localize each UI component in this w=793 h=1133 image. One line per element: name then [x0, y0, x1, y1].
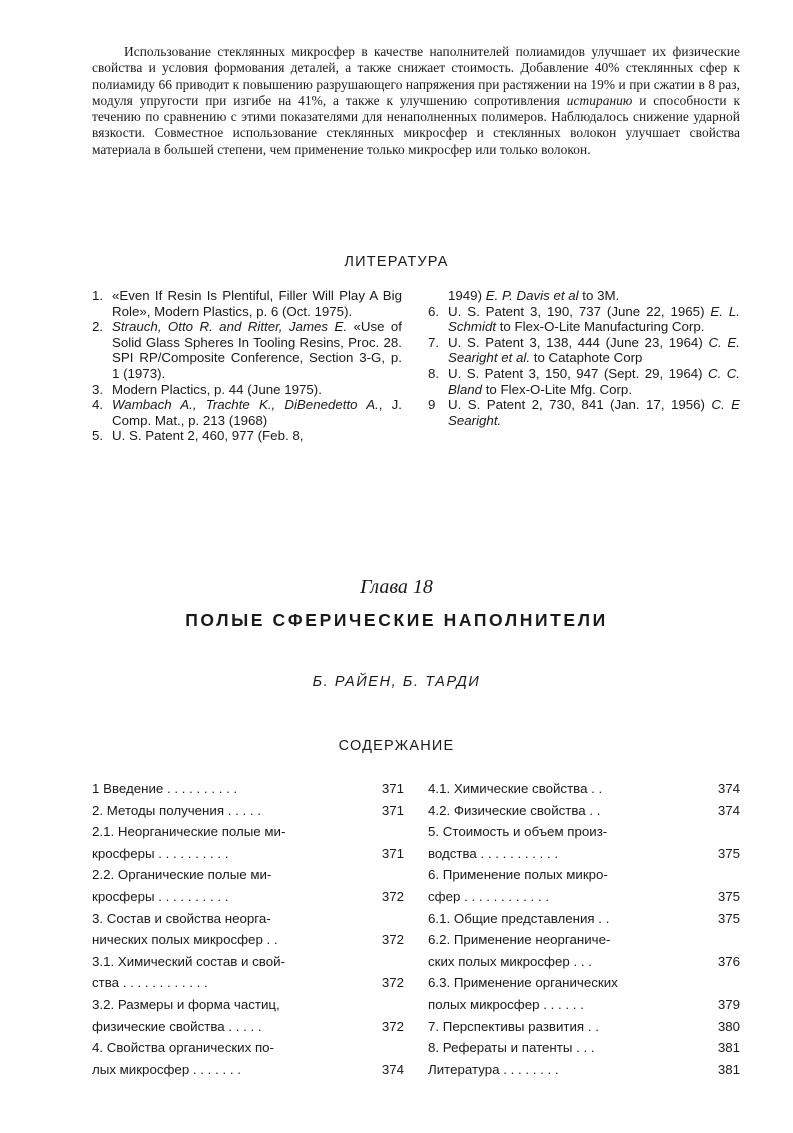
reference-item: 7. U. S. Patent 3, 138, 444 (June 23, 1964) C. E. Searight et al. to Cataphote Corp	[428, 334, 740, 366]
toc-entry[interactable]: 7. Перспективы развития . . 380	[428, 1018, 740, 1034]
toc-entry[interactable]: 2. Методы получения . . . . . 371	[92, 802, 404, 818]
reference-item: 5. U. S. Patent 2, 460, 977 (Feb. 8,	[92, 428, 304, 444]
toc-entry[interactable]: 8. Рефераты и патенты . . . 381	[428, 1040, 740, 1056]
toc-entry[interactable]: 2.2. Органические полые ми-	[92, 867, 272, 883]
toc-entry[interactable]: Литература . . . . . . . . 381	[428, 1061, 740, 1077]
reference-item: 9 U. S. Patent 2, 730, 841 (Jan. 17, 1956) C. E Searight.	[428, 397, 740, 428]
toc-entry[interactable]: кросферы . . . . . . . . . . 371	[92, 845, 404, 861]
reference-item: 6. U. S. Patent 3, 190, 737 (June 22, 1965) E. L. Schmidt to Flex-O-Lite Manufacturing Corp.	[428, 303, 740, 335]
authors: Б. РАЙЕН, Б. ТАРДИ	[312, 674, 481, 690]
toc-entry[interactable]: 6.1. Общие представления . . 375	[428, 910, 740, 926]
reference-item: 3. Modern Plactics, p. 44 (June 1975).	[92, 381, 322, 397]
references-right	[428, 288, 740, 428]
toc-entry[interactable]: 6.2. Применение неорганиче-	[428, 932, 611, 948]
reference-item: 1949) E. P. Davis et al to 3M.	[448, 288, 620, 303]
reference-item: 8. U. S. Patent 3, 150, 947 (Sept. 29, 1964) C. C. Bland to Flex-O-Lite Mfg. Corp.	[428, 365, 740, 397]
reference-item: 1. «Even If Resin Is Plentiful, Filler Will Play A Big Role», Modern Plastics, p. 6 (Oct. 1975).	[92, 288, 402, 319]
toc-entry[interactable]: 1 Введение . . . . . . . . . . 371	[92, 781, 404, 796]
toc-entry[interactable]: 2.1. Неорганические полые ми-	[92, 824, 286, 840]
contents-heading: СОДЕРЖАНИЕ	[338, 738, 455, 754]
toc-entry[interactable]: водства . . . . . . . . . . . 375	[428, 845, 740, 861]
reference-item: 4. Wambach A., Trachte K., DiBenedetto A., J. Comp. Mat., p. 213 (1968)	[92, 397, 402, 428]
toc-entry[interactable]: ских полых микросфер . . . 376	[428, 953, 740, 969]
toc-entry[interactable]: нических полых микросфер . . 372	[92, 932, 404, 948]
chapter-label: Глава 18	[360, 576, 433, 598]
toc-entry[interactable]: 3.2. Размеры и форма частиц,	[92, 996, 280, 1012]
intro-text-2: и способности к течению по сравнению с этими показателями для ненаполненных полимеров. Наблюдалось снижение ударной вязкости. Совместное использование стеклянных микросфер и стеклянных волокон улучшает свойства материала в большей степени, чем применение только микросфер или только волокон.	[92, 92, 741, 157]
toc-entry[interactable]: 3.1. Химический состав и свой-	[92, 953, 285, 969]
toc-entry[interactable]: физические свойства . . . . . 372	[92, 1018, 404, 1034]
toc-entry[interactable]: 3. Состав и свойства неорга-	[92, 910, 271, 926]
reference-item: 2. Strauch, Otto R. and Ritter, James E. «Use of Solid Glass Spheres In Tooling Resins, Proc. 28. SPI RP/Composite Conference, Section 3-G, p. 1 (1973).	[92, 319, 402, 381]
toc-entry[interactable]: полых микросфер . . . . . . 379	[428, 996, 740, 1012]
toc-left	[92, 778, 404, 1080]
literature-heading: ЛИТЕРАТУРА	[344, 254, 449, 270]
intro-text-italic: истиранию	[566, 92, 633, 108]
toc-entry[interactable]: 4.1. Химические свойства . . 374	[428, 781, 740, 796]
intro-paragraph	[92, 44, 740, 158]
toc-right	[428, 778, 740, 1080]
toc-entry[interactable]: ства . . . . . . . . . . . . 372	[92, 975, 404, 991]
intro-text-1: Использование стеклянных микросфер в качестве наполнителей полиамидов улучшает их физические свойства и условия формования деталей, а также снижает стоимость. Добавление 40% стеклянных сфер к полиамиду 66 приводит к повышению разрушающего напряжения при растяжении на 19% и при сжатии в 8 раз, модуля упругости при изгибе на 41%, а также к улучшению сопротивления	[92, 44, 740, 108]
toc-entry[interactable]: кросферы . . . . . . . . . . 372	[92, 888, 404, 904]
toc-entry[interactable]: 5. Стоимость и объем произ-	[428, 824, 608, 840]
toc-entry[interactable]: 6. Применение полых микро-	[428, 867, 608, 883]
toc-entry[interactable]: сфер . . . . . . . . . . . . 375	[428, 888, 740, 904]
chapter-title: ПОЛЫЕ СФЕРИЧЕСКИЕ НАПОЛНИТЕЛИ	[185, 610, 608, 630]
references-left	[92, 288, 402, 444]
toc-entry[interactable]: 4.2. Физические свойства . . 374	[428, 802, 740, 818]
toc-entry[interactable]: лых микросфер . . . . . . . 374	[92, 1061, 404, 1077]
toc-entry[interactable]: 6.3. Применение органических	[428, 975, 618, 991]
toc-entry[interactable]: 4. Свойства органических по-	[92, 1040, 274, 1056]
